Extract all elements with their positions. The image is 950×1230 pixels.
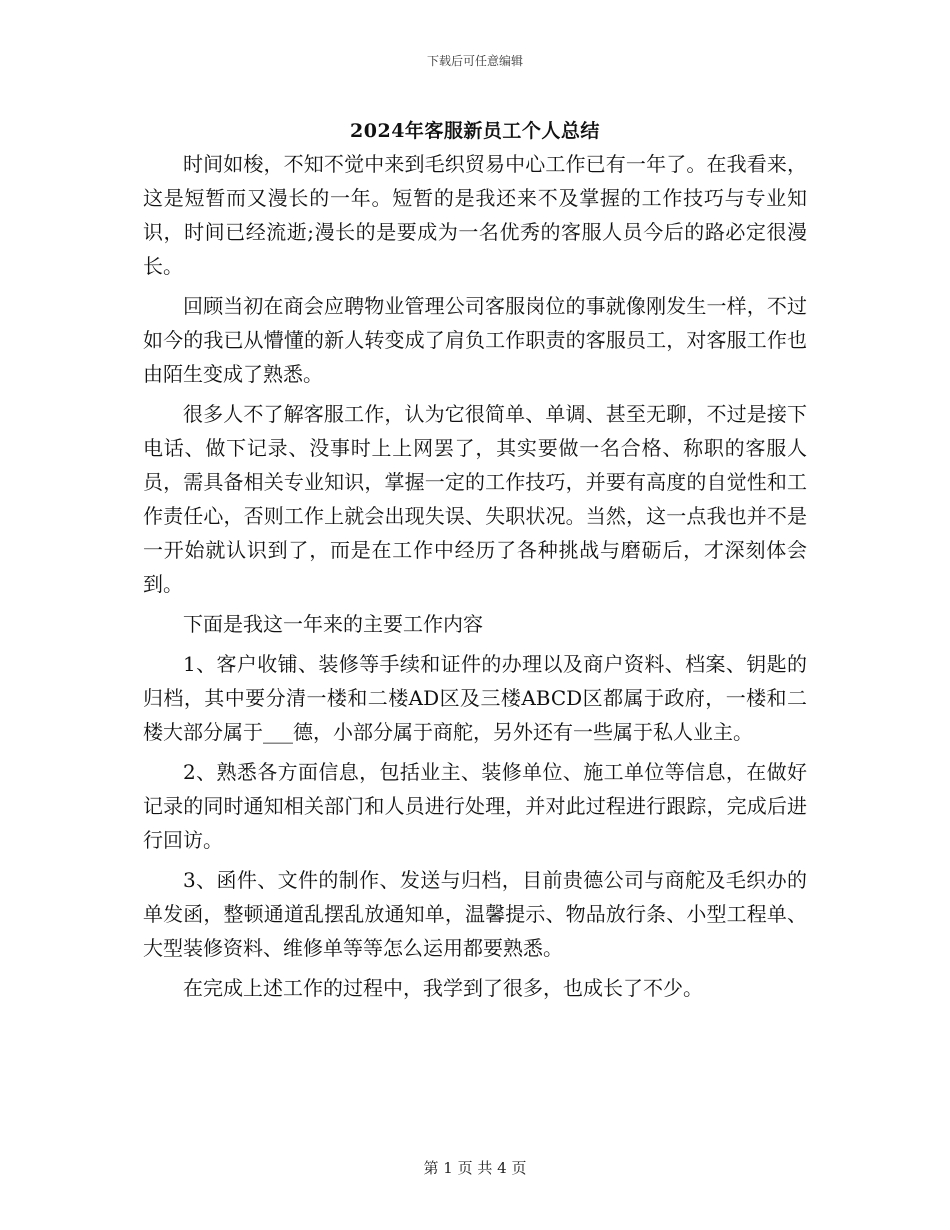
- paragraph-6: 2、熟悉各方面信息，包括业主、装修单位、施工单位等信息，在做好记录的同时通知相关部门和人员进行处理，并对此过程进行跟踪，完成后进行回访。: [143, 760, 807, 852]
- paragraph-4: 下面是我这一年来的主要工作内容: [183, 612, 483, 636]
- document-title: 2024年客服新员工个人总结: [350, 120, 600, 142]
- paragraph-7: 3、函件、文件的制作、发送与归档，目前贵德公司与商舵及毛织办的单发函，整顿通道乱摆乱放通知单，温馨提示、物品放行条、小型工程单、大型装修资料、维修单等等怎么运用都要熟悉。: [143, 868, 807, 960]
- page-number-footer: 第 1 页 共 4 页: [423, 1159, 527, 1177]
- paragraph-1: 时间如梭，不知不觉中来到毛织贸易中心工作已有一年了。在我看来，这是短暂而又漫长的一年。短暂的是我还来不及掌握的工作技巧与专业知识，时间已经流逝;漫长的是要成为一名优秀的客服人员今后的路必定很漫长。: [143, 152, 807, 278]
- paragraph-8: 在完成上述工作的过程中，我学到了很多，也成长了不少。: [183, 976, 703, 1000]
- paragraph-5: 1、客户收铺、装修等手续和证件的办理以及商户资料、档案、钥匙的归档，其中要分清一楼和二楼AD区及三楼ABCD区都属于政府，一楼和二楼大部分属于___德，小部分属于商舵，另外还有一些属于私人业主。: [143, 652, 807, 744]
- page-header-note: 下载后可任意编辑: [426, 54, 523, 68]
- document-body: [143, 147, 807, 1011]
- paragraph-3: 很多人不了解客服工作，认为它很简单、单调、甚至无聊，不过是接下电话、做下记录、没事时上上网罢了，其实要做一名合格、称职的客服人员，需具备相关专业知识，掌握一定的工作技巧，并要有高度的自觉性和工作责任心，否则工作上就会出现失误、失职状况。当然，这一点我也并不是一开始就认识到了，而是在工作中经历了各种挑战与磨砺后，才深刻体会到。: [143, 402, 807, 596]
- paragraph-2: 回顾当初在商会应聘物业管理公司客服岗位的事就像刚发生一样，不过如今的我已从懵懂的新人转变成了肩负工作职责的客服员工，对客服工作也由陌生变成了熟悉。: [143, 294, 807, 386]
